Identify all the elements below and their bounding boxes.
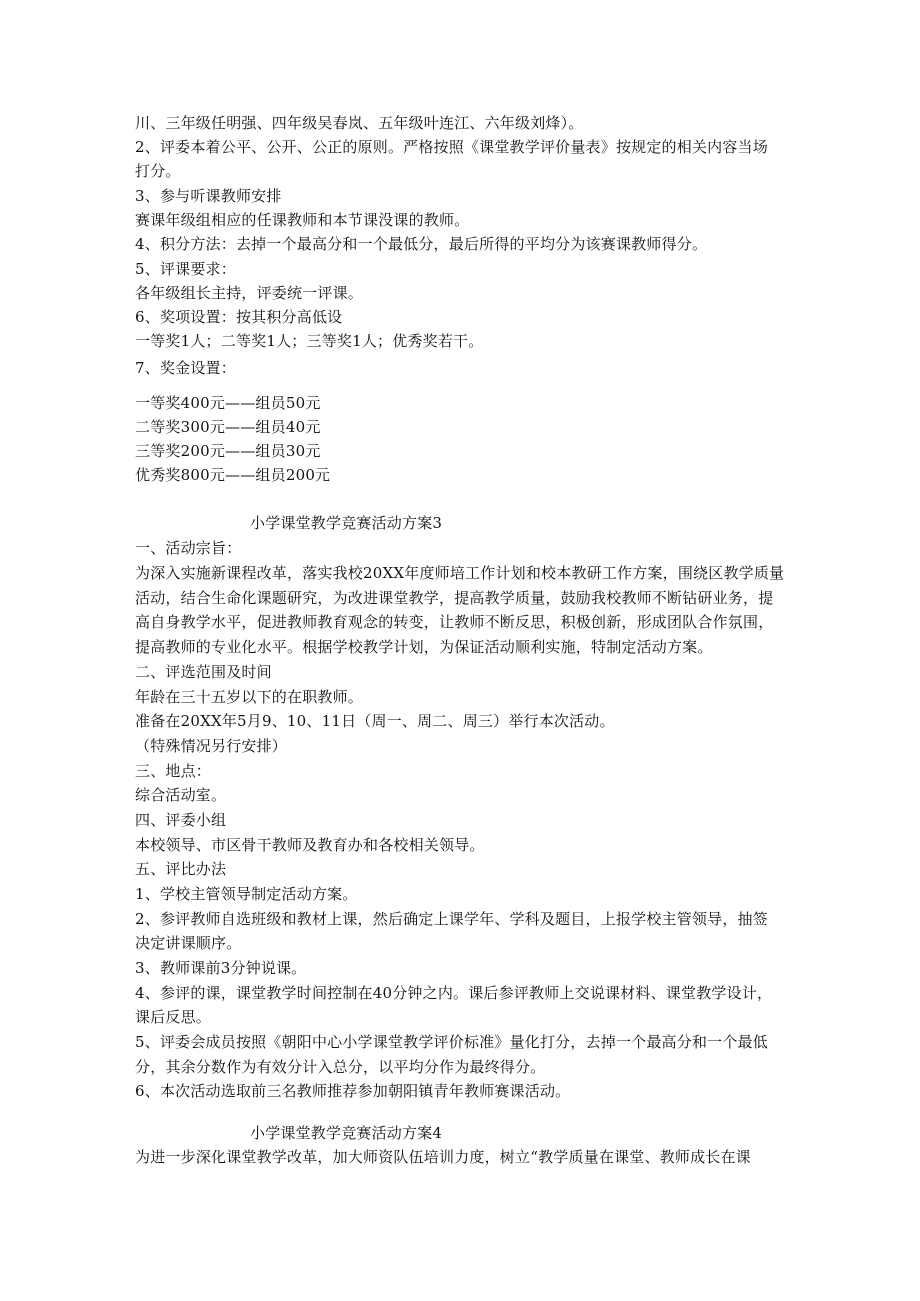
text-line: 2、参评教师自选班级和教材上课，然后确定上课学年、学科及题目，上报学校主管领导，抽签 — [135, 910, 768, 928]
section-title: 小学课堂教学竞赛活动方案3 — [250, 514, 443, 532]
text-line: 一、活动宗旨： — [135, 539, 242, 557]
text-line: 准备在20XX年5月9、10、11日（周一、周二、周三）举行本次活动。 — [135, 712, 615, 730]
text-line: 4、积分方法：去掉一个最高分和一个最低分，最后所得的平均分为该赛课教师得分。 — [135, 235, 708, 253]
text-line: 提高教师的专业化水平。根据学校教学计划，为保证活动顺利实施，特制定活动方案。 — [135, 638, 713, 656]
text-line: （特殊情况另行安排） — [135, 737, 288, 755]
prize-line: 三等奖200元——组员30元 — [135, 442, 321, 460]
text-line: 5、评课要求： — [135, 260, 236, 278]
text-line: 1、学校主管领导制定活动方案。 — [135, 885, 358, 903]
text-line: 课后反思。 — [135, 1008, 212, 1026]
text-line: 分，其余分数作为有效分计入总分，以平均分作为最终得分。 — [135, 1058, 546, 1076]
text-line: 川、三年级任明强、四年级吴春岚、五年级叶连江、六年级刘烽）。 — [135, 114, 584, 132]
prize-line: 一等奖400元——组员50元 — [135, 394, 321, 412]
text-line: 6、奖项设置：按其积分高低设 — [135, 308, 343, 326]
text-line: 高自身教学水平，促进教师教育观念的转变，让教师不断反思，积极创新，形成团队合作氛围， — [135, 613, 774, 631]
text-line: 为进一步深化课堂教学改革，加大师资队伍培训力度，树立“教学质量在课堂、教师成长在课 — [135, 1148, 751, 1166]
text-line: 年龄在三十五岁以下的在职教师。 — [135, 688, 364, 706]
text-line: 三、地点： — [135, 762, 212, 780]
text-line: 3、参与听课教师安排 — [135, 187, 282, 205]
text-line: 综合活动室。 — [135, 786, 227, 804]
text-line: 打分。 — [135, 162, 181, 180]
text-line: 五、评比办法 — [135, 860, 227, 878]
text-line: 本校领导、市区骨干教师及教育办和各校相关领导。 — [135, 836, 485, 854]
text-line: 四、评委小组 — [135, 811, 227, 829]
text-line: 7、奖金设置： — [135, 359, 236, 377]
text-line: 二、评选范围及时间 — [135, 663, 272, 681]
text-line: 决定讲课顺序。 — [135, 934, 242, 952]
text-line: 为深入实施新课程改革，落实我校20XX年度师培工作计划和校本教研工作方案，围绕区教学质量 — [135, 564, 785, 582]
text-line: 赛课年级组相应的任课教师和本节课没课的教师。 — [135, 211, 470, 229]
text-line: 各年级组长主持，评委统一评课。 — [135, 284, 364, 302]
text-line: 5、评委会成员按照《朝阳中心小学课堂教学评价标准》量化打分，去掉一个最高分和一个最低 — [135, 1033, 768, 1051]
prize-line: 二等奖300元——组员40元 — [135, 418, 321, 436]
text-line: 6、本次活动选取前三名教师推荐参加朝阳镇青年教师赛课活动。 — [135, 1082, 571, 1100]
text-line: 3、教师课前3分钟说课。 — [135, 959, 307, 977]
section-title: 小学课堂教学竞赛活动方案4 — [250, 1124, 443, 1142]
text-line: 一等奖1人；二等奖1人；三等奖1人；优秀奖若干。 — [135, 332, 484, 350]
text-line: 活动，结合生命化课题研究，为改进课堂教学，提高教学质量，鼓励我校教师不断钻研业务，提 — [135, 589, 774, 607]
prize-line: 优秀奖800元——组员200元 — [135, 466, 331, 484]
text-line: 4、参评的课，课堂教学时间控制在40分钟之内。课后参评教师上交说课材料、课堂教学设计， — [135, 984, 773, 1002]
text-line: 2、评委本着公平、公开、公正的原则。严格按照《课堂教学评价量表》按规定的相关内容当场 — [135, 138, 768, 156]
